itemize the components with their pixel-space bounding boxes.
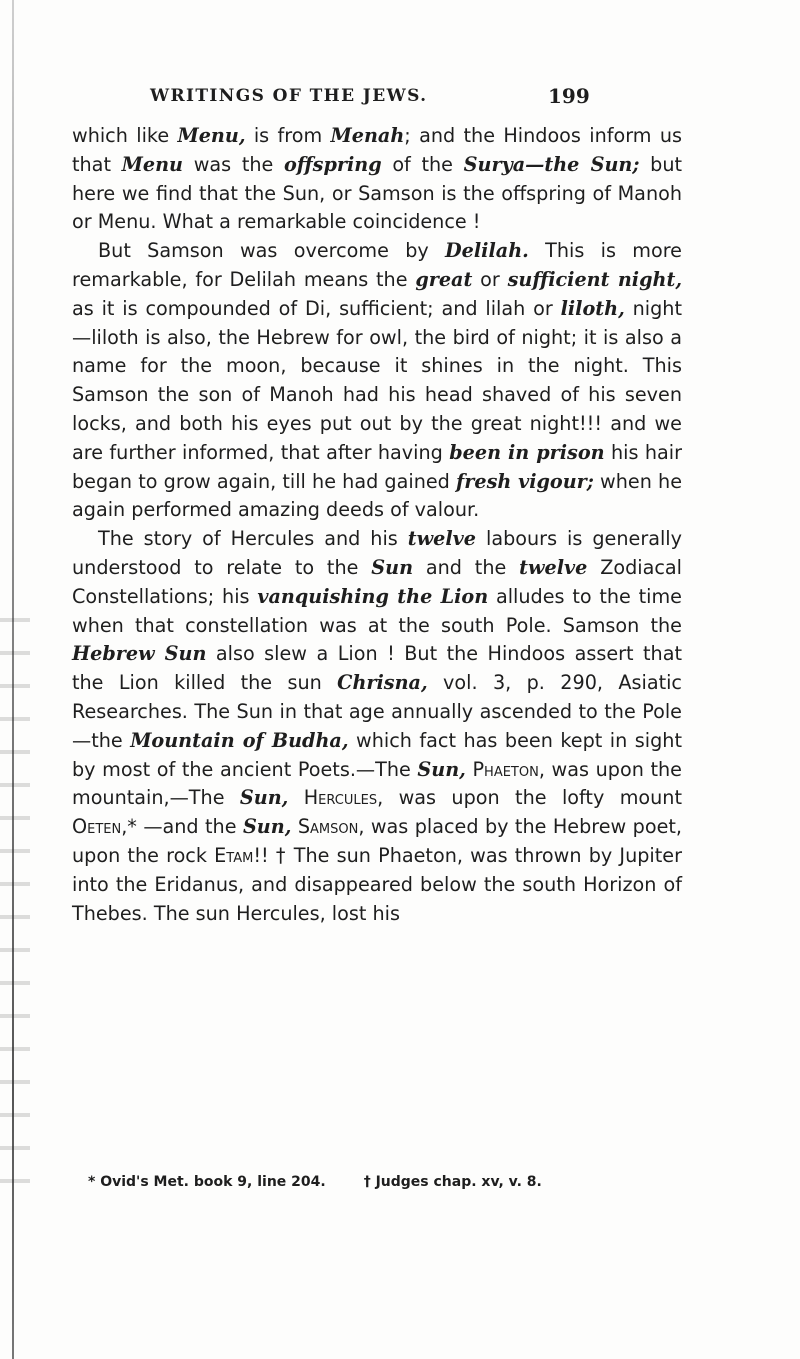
text-run: Zodiacal Constellations; his (72, 555, 683, 608)
text-run: This is more remarkable, for Delilah means the (72, 239, 682, 291)
italic-run: Hebrew Sun (72, 642, 207, 666)
text-run: labours is generally understood to relate to the (72, 527, 682, 579)
italic-run: Menu, (177, 124, 246, 147)
italic-run: Menah (330, 124, 405, 147)
italic-run: liloth, (560, 296, 625, 320)
footnote-judges: † Judges chap. xv, v. 8. (363, 1174, 542, 1190)
text-run: but here we find that the Sun, or Samson is the offspring of Manoh or Menu. What a remarkable coincidence ! (72, 152, 683, 234)
paragraph-2 (72, 237, 682, 525)
text-run: was the (183, 152, 284, 176)
italic-run: Surya—the Sun; (463, 152, 640, 176)
text-run: was placed by the Hebrew poet, upon the rock (72, 815, 682, 867)
text-run: * —and the (127, 815, 243, 839)
text-run: and the (413, 555, 520, 579)
paragraph-1 (72, 122, 682, 237)
text-run: is from (245, 124, 331, 147)
italic-run: Menu (121, 152, 184, 176)
text-run: his hair began to grow again, till he had gained (72, 440, 683, 493)
text-run: of the (381, 152, 464, 176)
text-run: !! † The sun Phaeton, was thrown by Jupiter into the Eridanus, and disappeared below the south Horizon of Thebes. The sun Hercules, lost his (72, 843, 682, 925)
italic-run: Sun (371, 555, 414, 579)
text-run: which like (72, 124, 178, 147)
small-caps-run: Etam (214, 843, 254, 867)
italic-run: Sun, (239, 786, 289, 810)
text-run: vol. 3, p. 290, Asiatic Researches. The Sun in that age annually ascended to the Pole—the (72, 671, 682, 752)
running-title: WRITINGS OF THE JEWS. (150, 86, 428, 106)
italic-run: fresh vigour; (456, 469, 594, 493)
footnote-ovid: * Ovid's Met. book 9, line 204. (88, 1174, 326, 1190)
italic-run: twelve (407, 527, 477, 551)
text-run: was upon the mountain,—The (72, 757, 682, 810)
italic-run: Sun, (242, 815, 292, 839)
text-run: also slew a Lion ! But the Hindoos assert that the Lion killed the sun (72, 642, 682, 695)
text-run: ; and the Hindoos inform us that (72, 124, 682, 176)
italic-run: great (415, 267, 473, 291)
italic-run: sufficient night, (507, 267, 683, 291)
text-run: when he again performed amazing deeds of valour. (72, 469, 683, 522)
italic-run: been in prison (449, 440, 605, 464)
text-run: The story of Hercules and his (98, 527, 408, 551)
small-caps-run: Samson, (291, 815, 365, 839)
binding-gutter-shadow (0, 600, 30, 1200)
italic-run: offspring (283, 152, 382, 176)
body-text (72, 122, 682, 928)
text-run: or (472, 267, 508, 291)
page-number: 199 (548, 84, 590, 108)
small-caps-run: Hercules, (288, 786, 384, 810)
paragraph-3 (72, 525, 682, 928)
text-run: But Samson was overcome by (98, 239, 446, 263)
text-run: which fact has been kept in sight by most of the ancient Poets.—The (72, 728, 682, 781)
footnotes (88, 1172, 688, 1192)
italic-run: Mountain of Budha, (130, 728, 349, 752)
page-header (150, 84, 650, 110)
text-run: as it is compounded of Di, sufficient; and lilah or (72, 296, 561, 320)
italic-run: Sun, (417, 757, 466, 781)
italic-run: twelve (519, 555, 588, 579)
italic-run: Delilah. (445, 239, 529, 263)
text-run: night—liloth is also, the Hebrew for owl, the bird of night; it is also a name for the moon, because it shines in the night. This Samson the son of Manoh had his head shaved of his seven locks, and both his eyes put out by the great night!!! and we are further informed, that after having (72, 296, 682, 464)
text-run: alludes to the time when that constellation was at the south Pole. Samson the (72, 584, 682, 637)
italic-run: Chrisna, (337, 671, 428, 695)
text-run: was upon the lofty mount (383, 786, 682, 810)
italic-run: vanquishing the Lion (257, 584, 489, 608)
small-caps-run: Phaeton, (465, 757, 545, 781)
small-caps-run: Oeten, (72, 815, 128, 839)
